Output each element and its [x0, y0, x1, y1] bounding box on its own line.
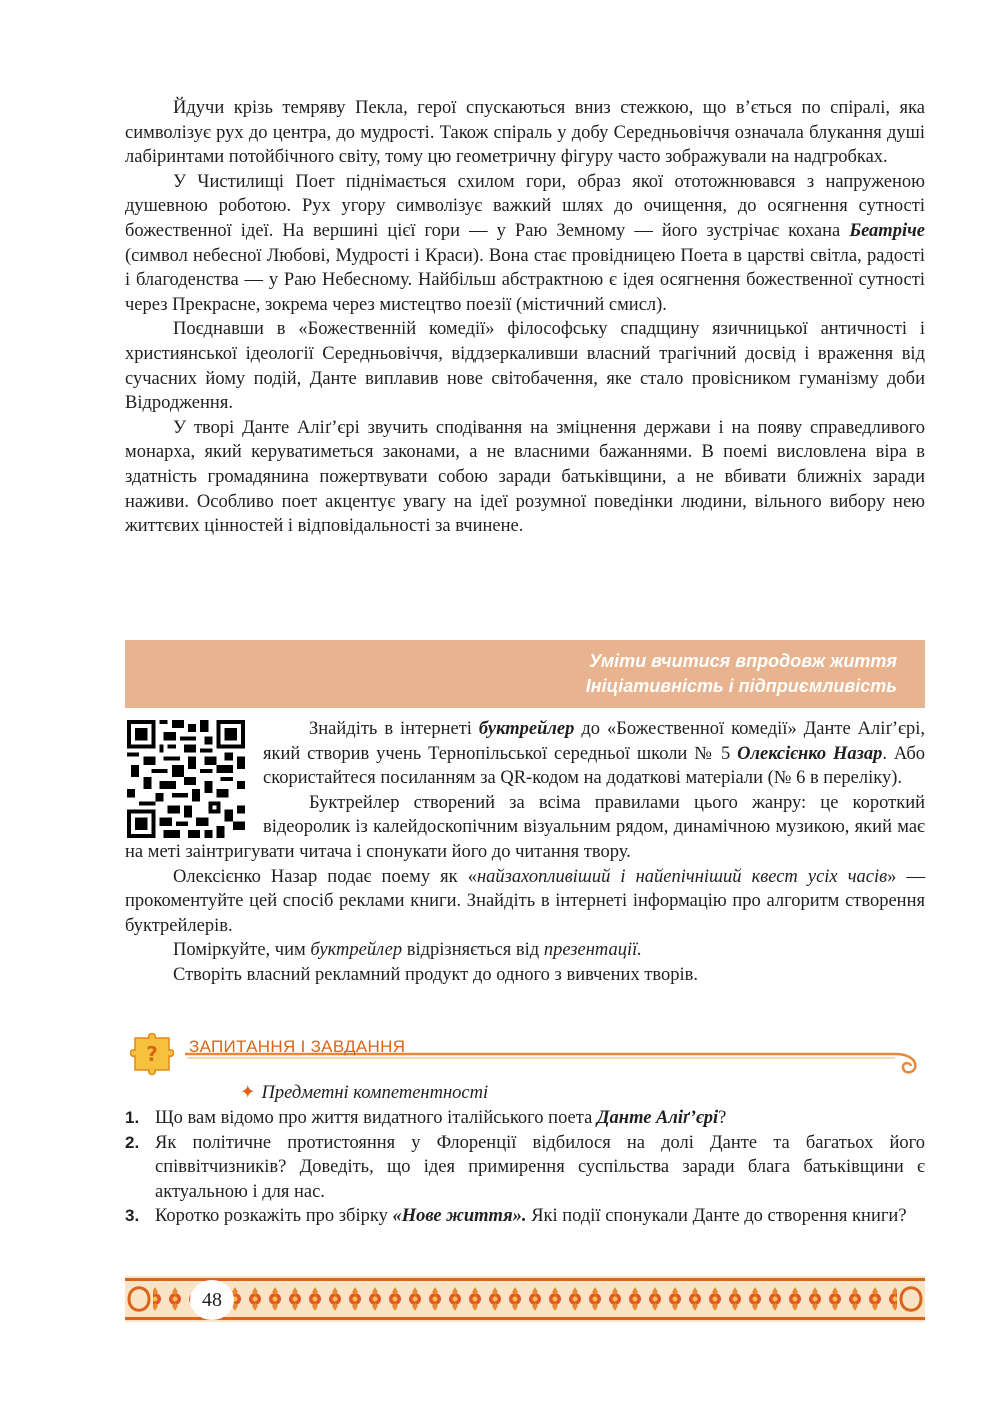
puzzle-question-icon [127, 1028, 187, 1078]
task-paragraph-1: Знайдіть в інтернеті буктрейлер до «Божественної комедії» Данте Аліґ’єрі, який створив учень Тернопільської середньої школи № 5 Олексієнко Назар. Або скористайтеся посиланням за QR-кодом на додаткові матеріали (№ 6 в переліку). [263, 719, 925, 789]
task-paragraph-2: Буктрейлер створений за всіма правилами цього жанру: це короткий відеоролик із калейдоскопічним візуальним рядом, динамічною музикою, який має на меті заінтригувати читача і спонукати його до читання твору. [125, 792, 925, 862]
qr-code[interactable] [127, 720, 245, 838]
paragraph-state: У творі Данте Аліґ’єрі звучить сподівання на зміцнення держави і на появу справедливого монарха, який керуватиметься законами, а не власними бажаннями. В поемі висловлена віра в здатність громадянина пожертвувати собою заради батьківщини, а не вбивати ближніх заради наживи. Особливо поет акцентує увагу на ідеї розумної поведінки людини, вільного вибору нею життєвих цінностей і відповідальності за вчинене. [125, 417, 925, 537]
banner-line-1: Уміти вчитися впродовж життя [589, 651, 897, 671]
task-block [125, 717, 925, 988]
task-paragraph-3: Олексієнко Назар подає поему як «найзахопливіший і найепічніший квест усіх часів» — прокоментуйте цей спосіб реклами книги. Знайдіть в інтернеті інформацію про алгоритм створення буктрейлерів. [125, 866, 925, 936]
paragraph-worldview: Поєднавши в «Божественній комедії» філософську спадщину язичницької античності і християнської ідеології Середньовіччя, віддзеркаливши власний трагічний досвід і враження від сучасних йому подій, Данте виплавив нове світобачення, яке стало провісником гуманізму доби Відродження. [125, 319, 925, 414]
task-paragraph-5: Створіть власний рекламний продукт до одного з вивчених творів. [173, 964, 699, 985]
paragraph-spiral: Йдучи крізь темряву Пекла, герої спускаються вниз стежкою, що в’ється по спіралі, яка символізує рух до центра, до мудрості. Також спіраль у добу Середньовіччя означала блукання душі лабіринтами потойбічного світу, тому цю геометричну фігуру часто зображували на надгробках. [125, 98, 925, 168]
question-list [125, 1106, 925, 1229]
question-item: 2. Як політичне протистояння у Флоренції відбилося на долі Данте та багатьох його співвітчизників? Доведіть, що ідея примирення суспільства заради блага батьківщини є актуальною і для нас. [125, 1132, 925, 1202]
paragraph-purgatory: У Чистилищі Поет піднімається схилом гори, образ якої ототожнювався з напруженою душевною роботою. Рух угору символізує важкий шлях до очищення, до осягнення сутності божественної ідеї. На вершині цієї гори — у Раю Земному — його зустрічає кохана Беатріче (символ небесної Любові, Мудрості і Краси). Вона стає провідницею Поета в царстві світла, радості і благоденства — у Раю Небесному. Найбільш абстрактною є ідея осягнення божественної сутності через Прекрасне, зокрема через мистецтво поезії (містичний смисл). [125, 171, 925, 315]
leaf-bullet-icon: ✦ [240, 1083, 256, 1103]
task-paragraph-4: Поміркуйте, чим буктрейлер відрізняється від презентації. [173, 940, 642, 961]
footer-ornament [125, 1276, 925, 1322]
question-item: 3. Коротко розкажіть про збірку «Нове життя». Які події спонукали Данте до створення книги? [125, 1206, 907, 1227]
svg-text:?: ? [146, 1042, 158, 1066]
body-text [125, 96, 925, 539]
section-header [125, 1024, 925, 1080]
page-number: 48 [190, 1280, 234, 1320]
subheading: ✦ Предметні компетентності [240, 1083, 489, 1103]
question-item: 1. Що вам відомо про життя видатного італійського поета Данте Аліґ’єрі? [125, 1108, 727, 1128]
footer-ornament-svg [125, 1276, 925, 1322]
section-title: ЗАПИТАННЯ І ЗАВДАННЯ [189, 1037, 406, 1056]
banner-line-2: Ініціативність і підприємливість [585, 676, 897, 696]
beatrice-name: Беатріче [849, 220, 925, 241]
competence-banner [125, 640, 925, 708]
